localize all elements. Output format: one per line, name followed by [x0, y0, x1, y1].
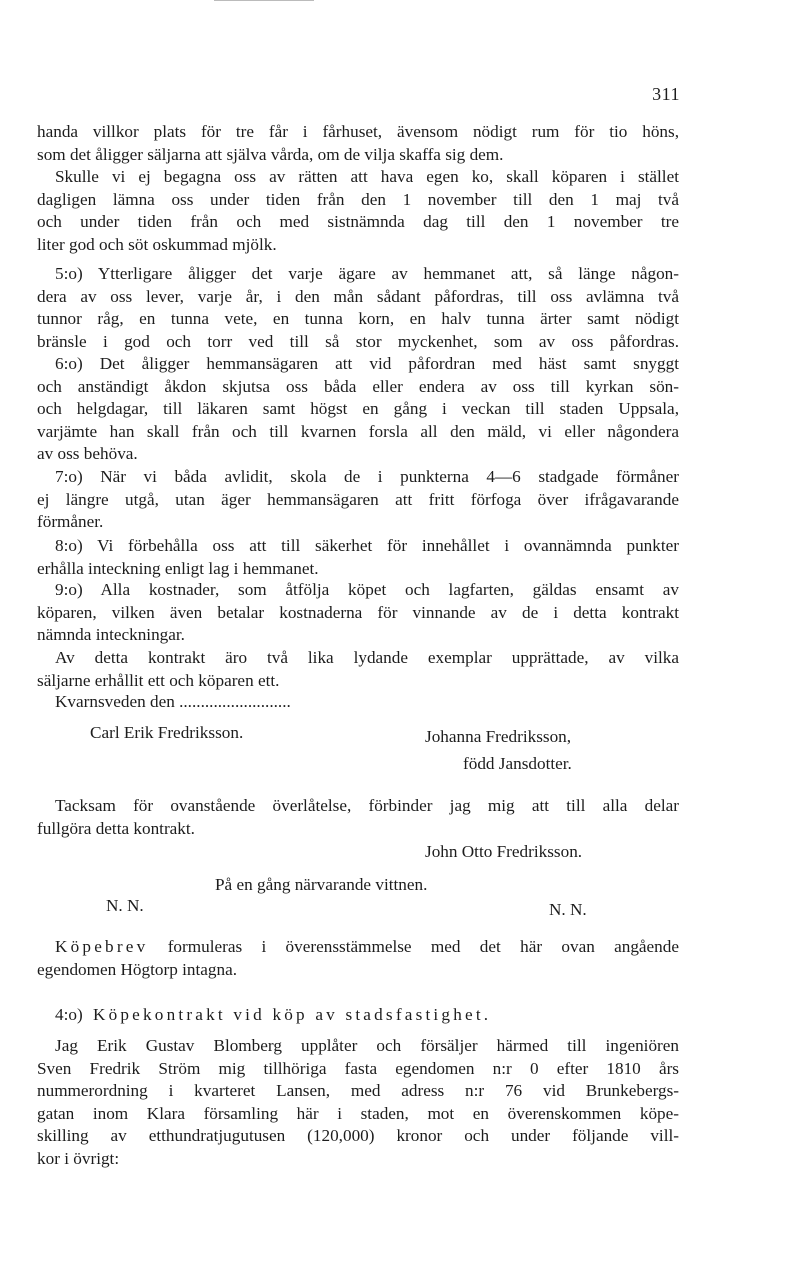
text-line: dagligen lämna oss under tiden från den 1 november till den 1 maj två: [37, 189, 679, 209]
text-line: varjämte han skall från och till kvarnen forsla all den mäld, vi eller någondera: [37, 421, 679, 441]
seller-signature-born: född Jansdotter.: [463, 754, 572, 773]
section-number: 4:o): [55, 1005, 83, 1024]
text-line: Sven Fredrik Ström mig tillhöriga fasta egendomen n:r 0 efter 1810 års: [37, 1058, 679, 1078]
buyer-signature: John Otto Fredriksson.: [425, 842, 583, 861]
text-line: och under tiden från och med sistnämnda dag till den 1 november tre: [37, 212, 679, 232]
text-line: fullgöra detta kontrakt.: [37, 818, 195, 838]
text-line: 6:o) Det åligger hemmansägaren att vid påfordran med häst samt snyggt: [55, 354, 679, 373]
text-line: 7:o) När vi båda avlidit, skola de i punkterna 4—6 stadgade förmåner: [55, 467, 679, 486]
text-line: 5:o) Ytterligare åligger det varje ägare av hemmanet att, så länge någon-: [55, 264, 679, 283]
seller-signature-carl: Carl Erik Fredriksson.: [90, 723, 244, 742]
text-line: skilling av etthundratjugutusen (120,000) kronor och under följande vill-: [37, 1126, 679, 1146]
text-line: nummerordning i kvarteret Lansen, med adress n:r 76 vid Brunkebergs-: [37, 1081, 679, 1101]
text-line: 9:o) Alla kostnader, som åtfölja köpet och lagfarten, gäldas ensamt av: [55, 580, 679, 599]
kopebrev-spaced: Köpebrev: [55, 937, 149, 956]
text-line: tunnor råg, en tunna vete, en tunna korn, en halv tunna ärter samt nödigt: [37, 309, 679, 329]
clause-7: [37, 466, 679, 534]
acknowledgement: [37, 795, 679, 840]
text-line: [37, 936, 679, 959]
top-rule: [214, 0, 314, 1]
paragraph-kopebrev: [37, 936, 679, 981]
text-line: 8:o) Vi förbehålla oss att till säkerhet för innehållet i ovannämnda punkter: [55, 536, 679, 555]
clause-8: [37, 535, 679, 580]
text-line: liter god och söt oskummad mjölk.: [37, 234, 277, 254]
contract-body: [37, 1035, 679, 1171]
paragraph-ko: [37, 166, 679, 256]
text-line: nämnda inteckningar.: [37, 625, 185, 645]
text-line: ej längre utgå, utan äger hemmansägaren att fritt förfoga över ifrågavarande: [37, 489, 679, 509]
text-line: Jag Erik Gustav Blomberg upplåter och försäljer härmed till ingeniören: [55, 1036, 679, 1055]
text-line: och helgdagar, till läkaren samt högst en gång i veckan till staden Uppsala,: [37, 399, 679, 419]
text-line: egendomen Högtorp intagna.: [37, 959, 237, 979]
text-line: Av detta kontrakt äro två lika lydande exemplar upprättade, av vilka: [55, 648, 679, 667]
text-line: erhålla inteckning enligt lag i hemmanet.: [37, 558, 319, 578]
witness-right: N. N.: [549, 900, 587, 919]
paragraph-villkor: [37, 121, 679, 166]
place-date: Kvarnsveden den ..........................: [55, 692, 291, 711]
witness-left: N. N.: [106, 896, 144, 915]
text-line: av oss behöva.: [37, 444, 138, 464]
seller-signature-johanna: Johanna Fredriksson,: [425, 727, 572, 746]
text-line: säljarne erhållit ett och köparen ett.: [37, 670, 280, 690]
text-line: som det åligger säljarna att själva vårda, om de vilja skaffa sig dem.: [37, 144, 504, 164]
text-line: och anständigt åkdon skjutsa oss båda eller endera av oss till kyrkan sön-: [37, 376, 679, 396]
text-line: gatan inom Klara församling här i staden, mot en överenskommen köpe-: [37, 1103, 679, 1123]
section-heading: [55, 1004, 491, 1027]
text-line: Tacksam för ovanstående överlåtelse, förbinder jag mig att till alla delar: [55, 796, 679, 815]
clause-6: [37, 353, 679, 466]
text-line: handa villkor plats för tre får i fårhuset, ävensom nödigt rum för tio höns,: [37, 122, 679, 141]
witnesses-heading: På en gång närvarande vittnen.: [215, 875, 428, 894]
text-line: kor i övrigt:: [37, 1148, 120, 1168]
clause-9: [37, 579, 679, 647]
section-title: Köpekontrakt vid köp av stadsfastighet.: [92, 1005, 492, 1024]
text-line: dera av oss lever, varje år, i den mån sådant påfordras, till oss avlämna två: [37, 286, 679, 306]
kopebrev-rest: formuleras i överensstämmelse med det här ovan angående: [148, 937, 679, 956]
paragraph-exemplar: [37, 647, 679, 692]
text-line: Skulle vi ej begagna oss av rätten att hava egen ko, skall köparen i stället: [55, 167, 679, 186]
clause-5: [37, 263, 679, 353]
page-number: 311: [652, 84, 680, 104]
text-line: köparen, vilken även betalar kostnaderna för vinnande av de i detta kontrakt: [37, 602, 679, 622]
text-line: förmåner.: [37, 512, 104, 532]
text-line: bränsle i god och torr ved till så stor myckenhet, som av oss påfordras.: [37, 331, 679, 351]
